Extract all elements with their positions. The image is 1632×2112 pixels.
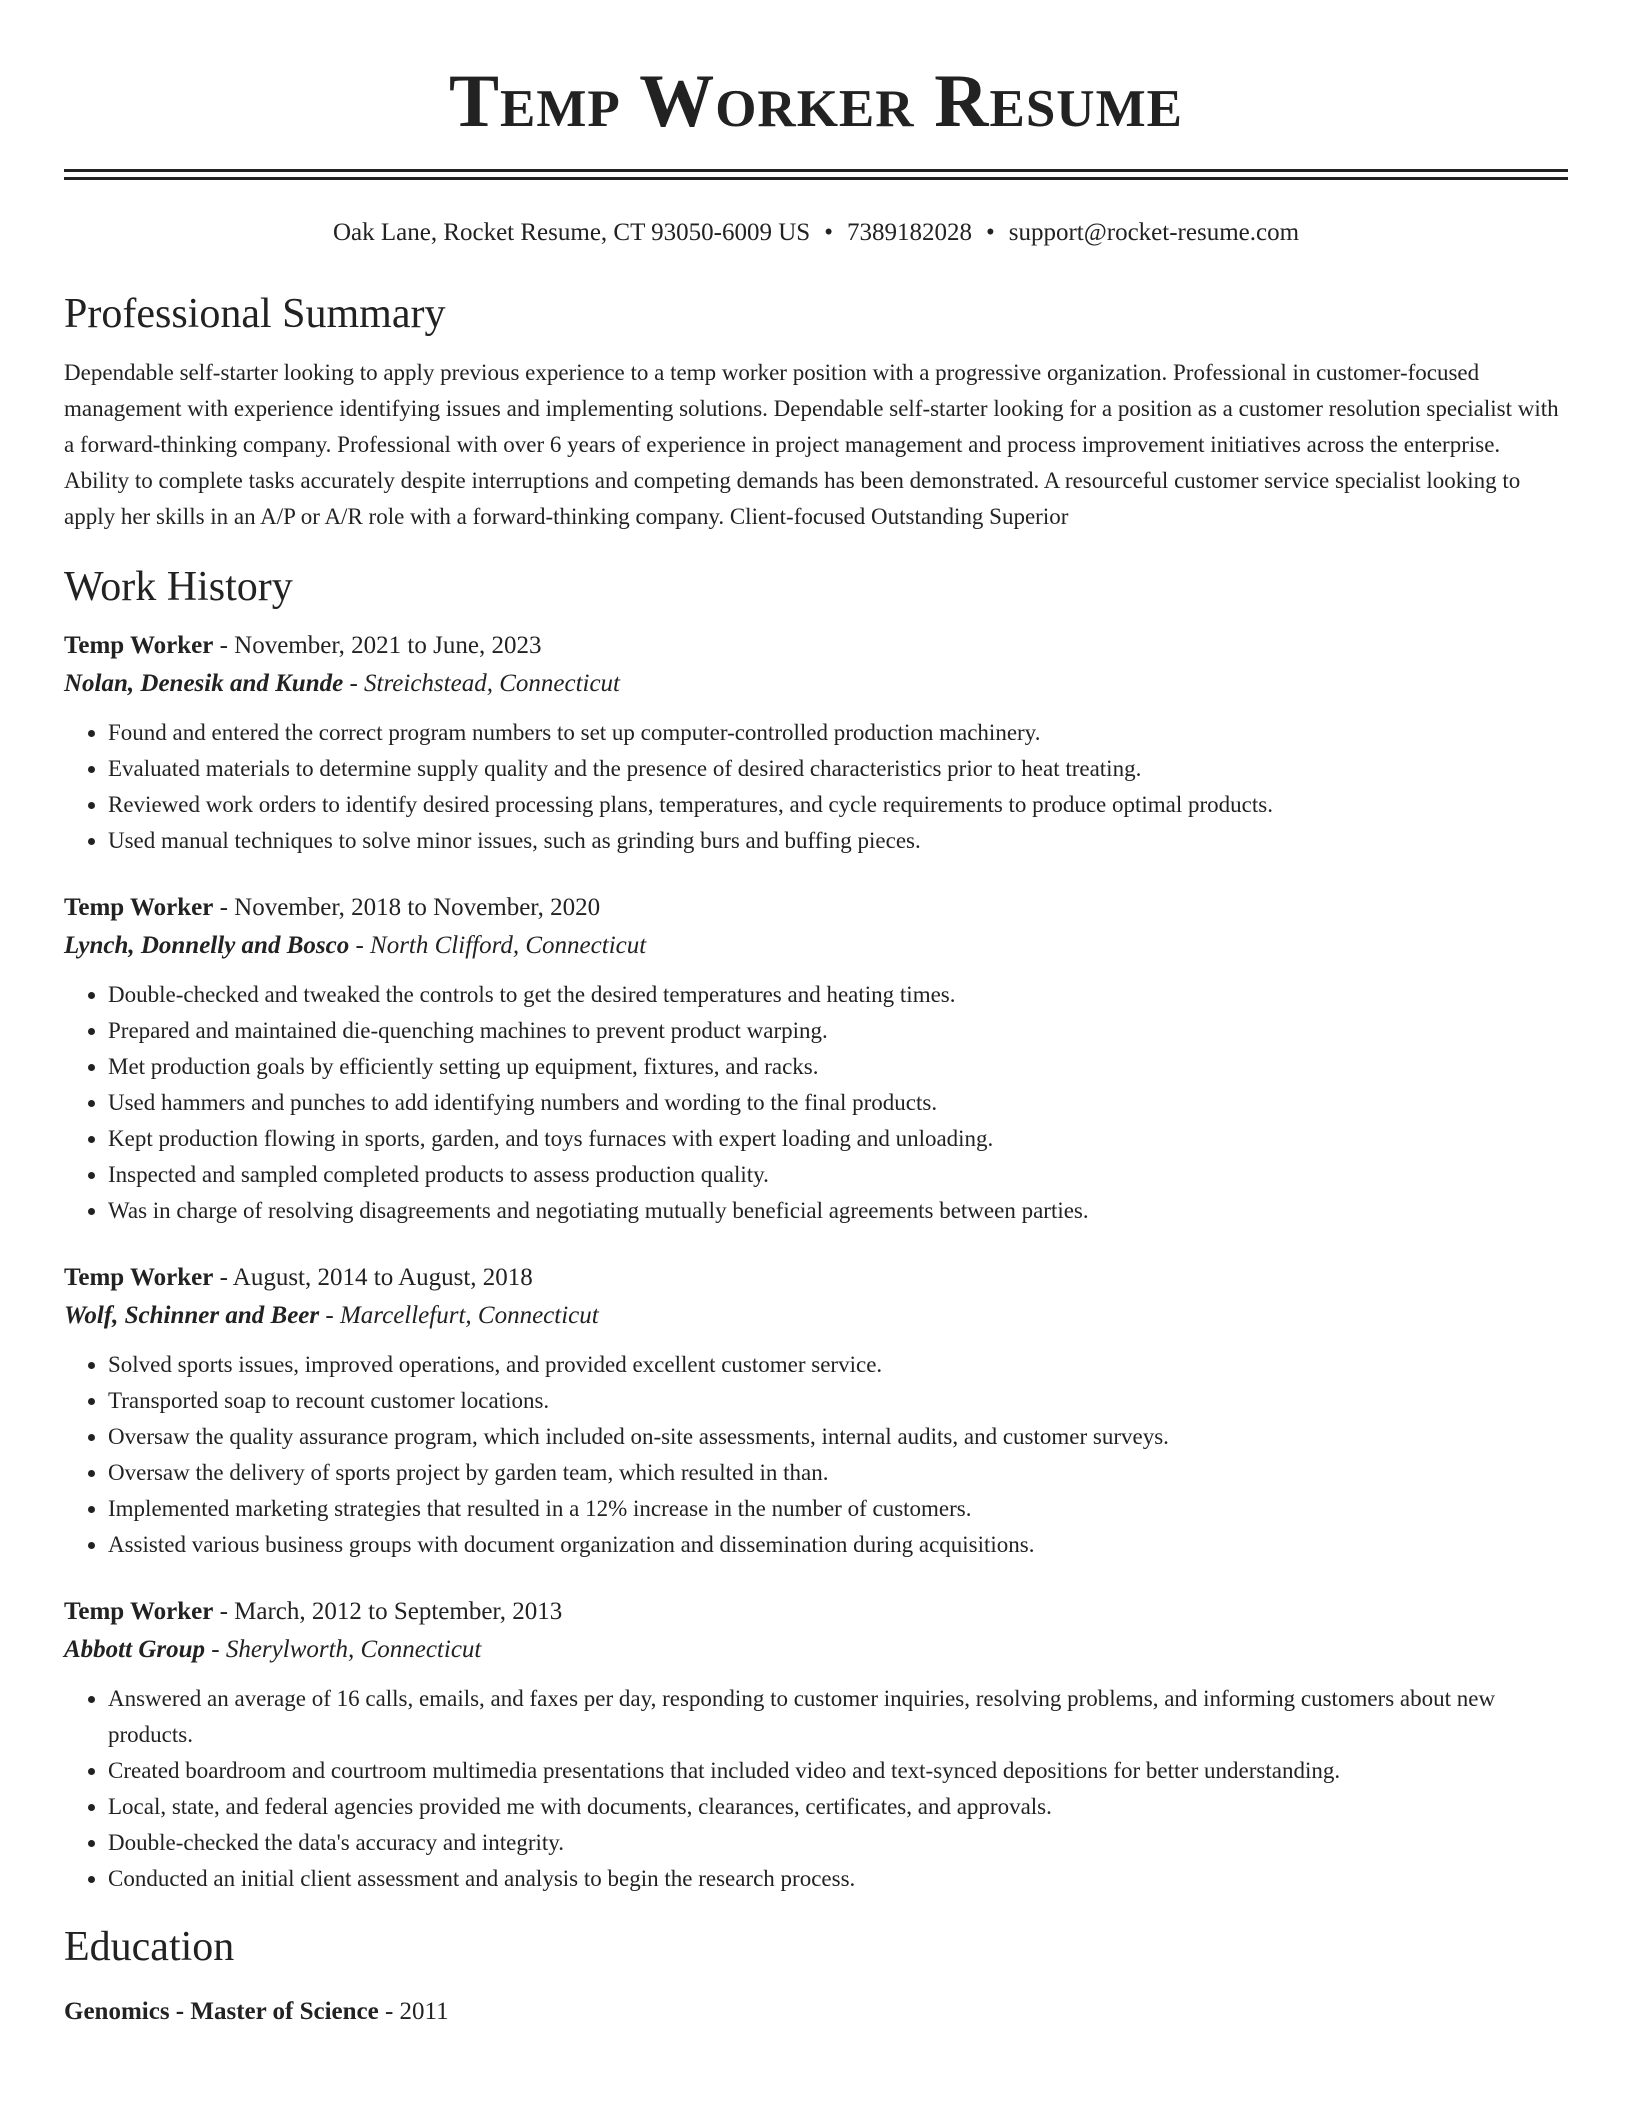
job-employer: Abbott Group [64,1636,206,1663]
job-bullet: • Inspected and sampled completed products to assess production quality. [108,1157,1568,1193]
contact-phone: 7389182028 [846,219,972,246]
job-employer: Wolf, Schinner and Beer [64,1302,320,1329]
job-title: Temp Worker [64,1264,214,1291]
contact-separator: • [824,219,833,246]
job-bullet: • Used manual techniques to solve minor issues, such as grinding burs and buffing pieces. [108,823,1568,859]
job-bullet: • Solved sports issues, improved operations, and provided excellent customer service. [108,1347,1568,1383]
job-bullet: • Transported soap to recount customer locations. [108,1383,1568,1419]
education-degree: Genomics - Master of Science [64,1998,379,2025]
job-bullet: • Assisted various business groups with document organization and dissemination during acquisitions. [108,1527,1568,1563]
job-entry [64,1593,1568,1897]
job-employer-line [64,1297,1568,1335]
job-bullet: • Used hammers and punches to add identifying numbers and wording to the final products. [108,1085,1568,1121]
document-title: Temp Worker Resume [449,60,1183,143]
job-location: - Sherylworth, Connecticut [205,1636,482,1663]
job-dates: - November, 2021 to June, 2023 [213,632,542,659]
job-employer: Lynch, Donnelly and Bosco [64,932,350,959]
job-bullet: • Kept production flowing in sports, garden, and toys furnaces with expert loading and unloading. [108,1121,1568,1157]
job-bullet-list [64,715,1568,859]
job-bullet: • Met production goals by efficiently setting up equipment, fixtures, and racks. [108,1049,1568,1085]
job-title-line [64,627,1568,665]
job-bullet: • Oversaw the delivery of sports project by garden team, which resulted in than. [108,1455,1568,1491]
job-location: - North Clifford, Connecticut [349,932,647,959]
job-entry [64,627,1568,859]
work-history-heading: Work History [64,564,293,610]
job-bullet: • Found and entered the correct program numbers to set up computer-controlled production machinery. [108,715,1568,751]
job-bullet: • Double-checked the data's accuracy and integrity. [108,1825,1568,1861]
job-bullet: • Was in charge of resolving disagreements and negotiating mutually beneficial agreements between parties. [108,1193,1568,1229]
job-bullet: • Local, state, and federal agencies provided me with documents, clearances, certificates, and approvals. [108,1789,1568,1825]
job-bullet: • Oversaw the quality assurance program, which included on-site assessments, internal audits, and customer surveys. [108,1419,1568,1455]
job-title-line [64,1259,1568,1297]
job-employer-line [64,665,1568,703]
job-dates: - August, 2014 to August, 2018 [213,1264,533,1291]
job-location: - Marcellefurt, Connecticut [319,1302,599,1329]
job-bullet: • Answered an average of 16 calls, emails, and faxes per day, responding to customer inquiries, resolving problems, and informing customers about new products. [108,1681,1568,1753]
job-dates: - November, 2018 to November, 2020 [213,894,601,921]
job-entry [64,1259,1568,1563]
job-title: Temp Worker [64,632,214,659]
job-title: Temp Worker [64,1598,214,1625]
contact-address: Oak Lane, Rocket Resume, CT 93050-6009 US [332,219,811,246]
education-year: - 2011 [378,1998,449,2025]
education-heading: Education [64,1924,235,1970]
job-bullet: • Created boardroom and courtroom multimedia presentations that included video and text-synced depositions for better understanding. [108,1753,1568,1789]
job-location: - Streichstead, Connecticut [343,670,621,697]
job-bullet: • Evaluated materials to determine supply quality and the presence of desired characteristics prior to heat treating. [108,751,1568,787]
job-title-line [64,1593,1568,1631]
job-dates: - March, 2012 to September, 2013 [213,1598,563,1625]
job-bullet-list [64,1347,1568,1563]
education-entry [64,1993,1568,2031]
job-bullet: • Prepared and maintained die-quenching machines to prevent product warping. [108,1013,1568,1049]
job-employer-line [64,927,1568,965]
contact-line [64,218,1568,248]
summary-text: Dependable self-starter looking to apply previous experience to a temp worker position with a progressive organization. Professional in customer-focused management with experience identifying issues and implementing solutions. Dependable self-starter looking for a position as a customer resolution specialist with a forward-thinking company. Professional with over 6 years of experience in project management and process improvement initiatives across the enterprise. Ability to complete tasks accurately despite interruptions and competing demands has been demonstrated. A resourceful customer service specialist looking to apply her skills in an A/P or A/R role with a forward-thinking company. Client-focused Outstanding Superior [64,360,1559,529]
job-bullet: • Reviewed work orders to identify desired processing plans, temperatures, and cycle requirements to produce optimal products. [108,787,1568,823]
job-bullet: • Conducted an initial client assessment and analysis to begin the research process. [108,1861,1568,1897]
job-entry [64,889,1568,1229]
job-bullet-list [64,977,1568,1229]
contact-separator: • [985,219,995,246]
title-double-rule [64,169,1568,180]
summary-heading: Professional Summary [64,291,446,337]
job-employer: Nolan, Denesik and Kunde [64,670,344,697]
contact-email: support@rocket-resume.com [1008,219,1300,246]
job-bullet: • Implemented marketing strategies that resulted in a 12% increase in the number of customers. [108,1491,1568,1527]
job-bullet: • Double-checked and tweaked the controls to get the desired temperatures and heating times. [108,977,1568,1013]
job-title: Temp Worker [64,894,214,921]
job-bullet-list [64,1681,1568,1897]
job-employer-line [64,1631,1568,1669]
job-title-line [64,889,1568,927]
